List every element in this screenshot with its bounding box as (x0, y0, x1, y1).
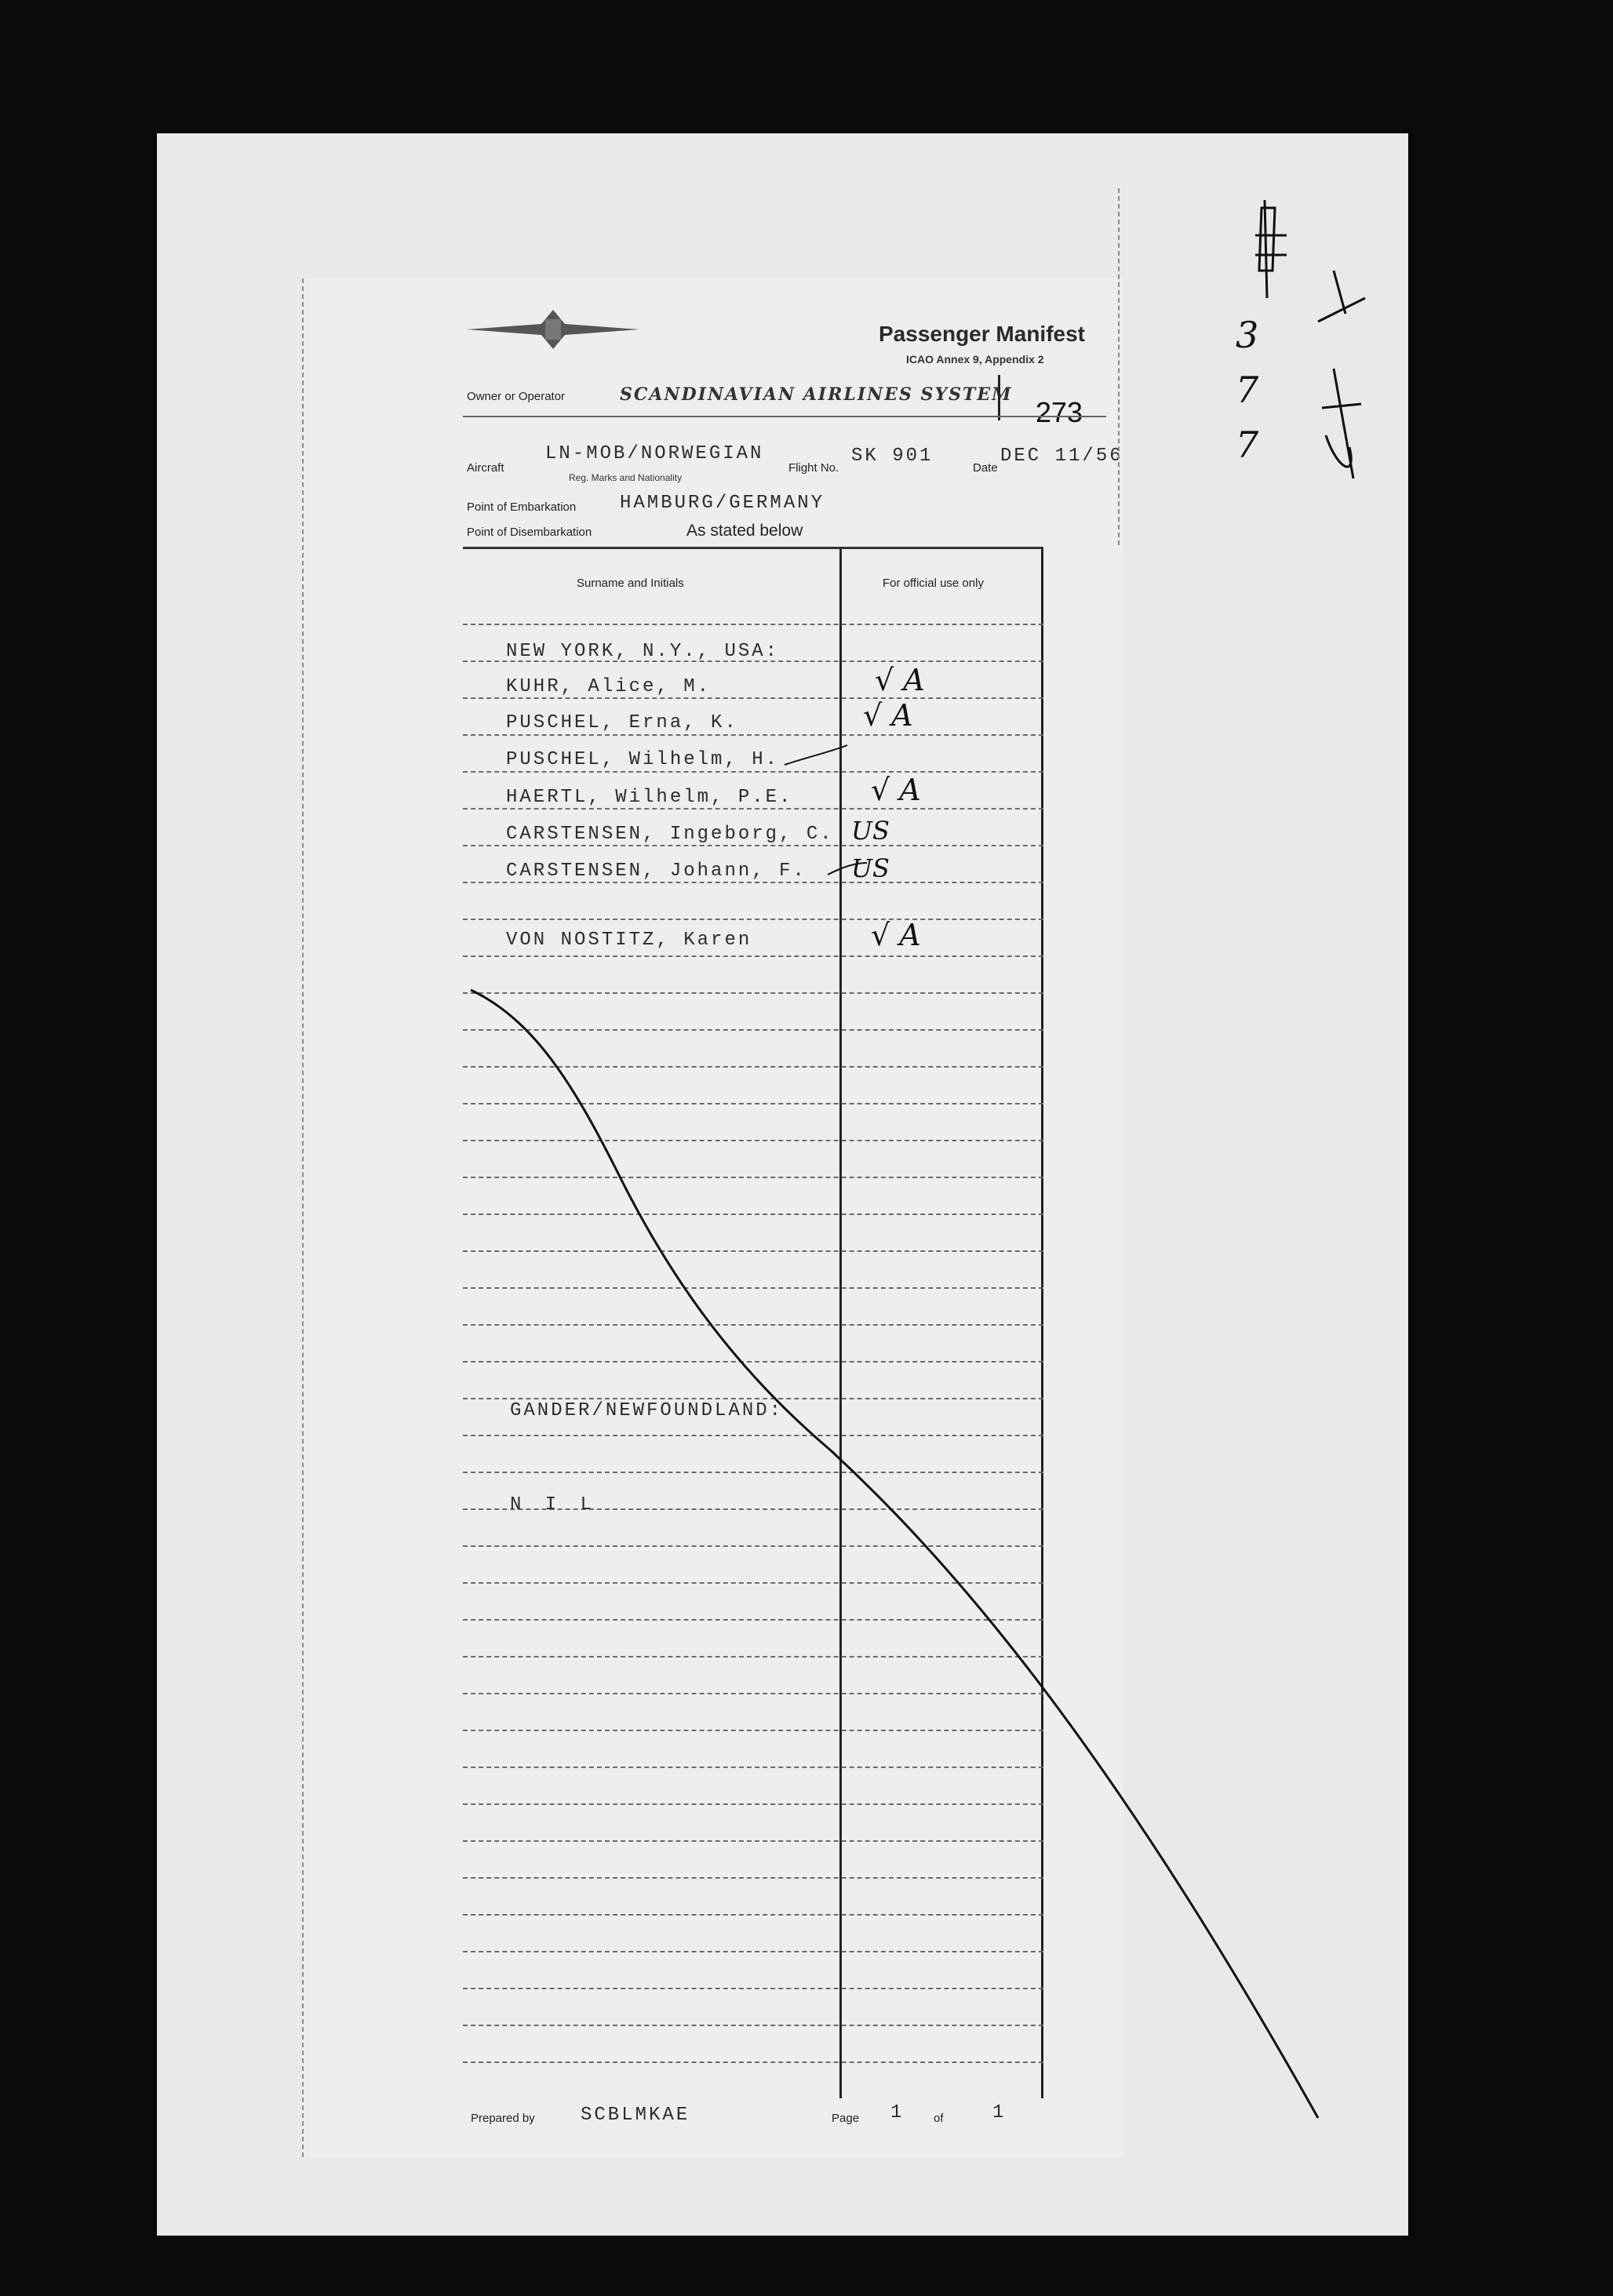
column-header-official: For official use only (883, 577, 984, 590)
of-value: 1 (992, 2102, 1007, 2123)
embark-label: Point of Embarkation (467, 500, 577, 514)
owner-value: SCANDINAVIAN AIRLINES SYSTEM (620, 384, 1013, 405)
tick-stroke (785, 745, 847, 765)
disembark-label: Point of Disembarkation (467, 526, 592, 539)
gander-heading: GANDER/NEWFOUNDLAND: (510, 1400, 784, 1421)
official-mark: US (851, 816, 890, 846)
list-item: PUSCHEL, Erna, K. (506, 712, 738, 733)
aircraft-label: Aircraft (467, 461, 504, 475)
date-value: DEC 11/56 (1000, 446, 1123, 467)
flight-label: Flight No. (788, 461, 839, 475)
list-item: HAERTL, Wilhelm, P.E. (506, 787, 793, 808)
list-item: CARSTENSEN, Johann, F. (506, 861, 806, 882)
date-label: Date (973, 461, 998, 475)
page-label: Page (832, 2112, 860, 2125)
cancel-line (471, 990, 1318, 2118)
prepared-value: SCBLMKAE (581, 2105, 690, 2126)
margin-note: 7 (1236, 424, 1259, 466)
margin-glyph (1255, 200, 1287, 298)
official-mark: √ A (871, 773, 921, 807)
gander-value: N I L (510, 1494, 599, 1516)
margin-note: 7 (1236, 369, 1259, 411)
embark-value: HAMBURG/GERMANY (620, 493, 825, 514)
official-mark: √ A (863, 698, 913, 733)
form-title: Passenger Manifest (879, 322, 1085, 346)
manifest-number: 273 (1036, 396, 1083, 428)
owner-label: Owner or Operator (467, 390, 566, 403)
flight-value: SK 901 (851, 446, 934, 467)
margin-strokes (1318, 271, 1365, 478)
list-item: VON NOSTITZ, Karen (506, 930, 752, 951)
official-mark: √ A (871, 918, 921, 952)
margin-note: 3 (1236, 314, 1259, 356)
form-subtitle: ICAO Annex 9, Appendix 2 (906, 353, 1044, 366)
list-item: CARSTENSEN, Ingeborg, C. (506, 824, 834, 845)
tick-stroke (828, 863, 867, 875)
official-mark: √ A (875, 663, 925, 697)
aircraft-sublabel: Reg. Marks and Nationality (569, 472, 683, 483)
list-item: PUSCHEL, Wilhelm, H. (506, 749, 780, 770)
list-item: KUHR, Alice, M. (506, 676, 712, 697)
disembark-value: As stated below (686, 522, 803, 540)
column-header-names: Surname and Initials (577, 577, 684, 590)
aircraft-value: LN-MOB/NORWEGIAN (545, 443, 764, 464)
of-label: of (934, 2112, 944, 2125)
official-mark: US (851, 853, 890, 883)
page-value: 1 (890, 2102, 905, 2123)
list-item: NEW YORK, N.Y., USA: (506, 641, 780, 662)
prepared-label: Prepared by (471, 2112, 535, 2125)
